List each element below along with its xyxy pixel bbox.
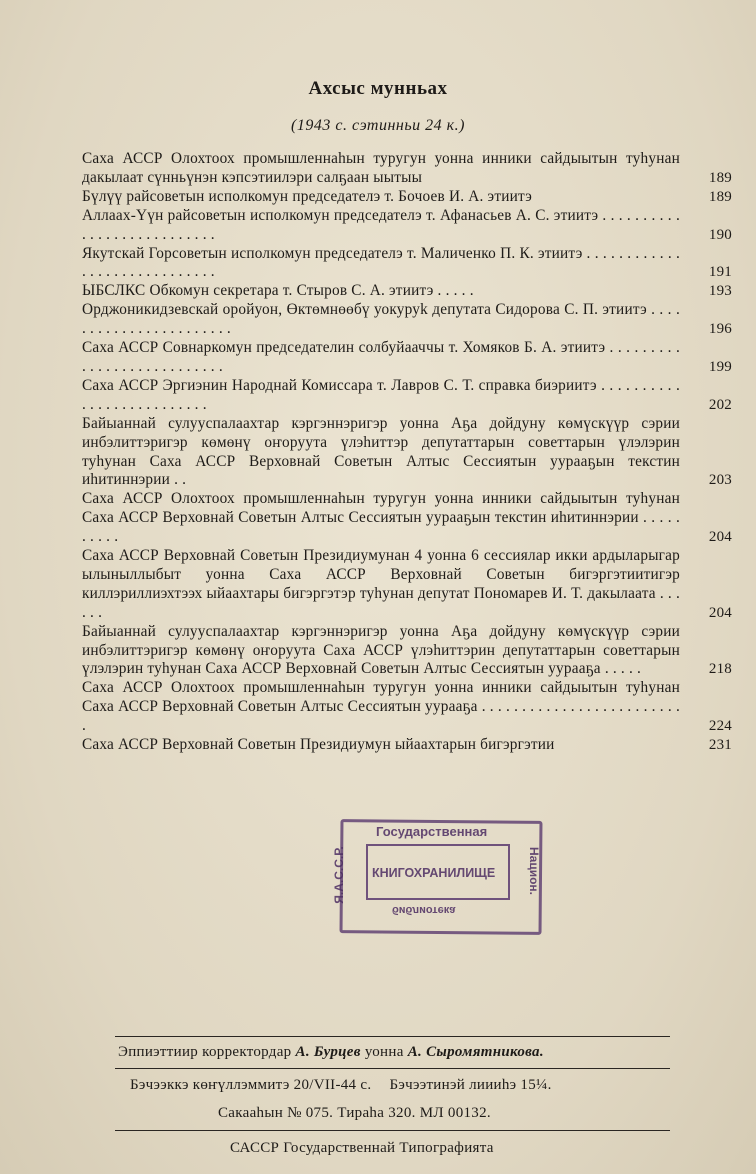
proofreader-name-1: А. Бурцев	[295, 1044, 361, 1060]
stamp-right-text: Национ.	[527, 846, 542, 896]
toc-entry-page: 199	[708, 358, 732, 375]
imprint-rule-top	[115, 1036, 670, 1037]
proofreaders-label: Эппиэттиир корректордар	[118, 1044, 292, 1060]
table-of-contents	[82, 150, 732, 755]
toc-entry-page: 231	[708, 737, 732, 754]
toc-entry	[82, 282, 732, 301]
imprint-order: Сакааһын № 075. Тираһа 320. МЛ 00132.	[218, 1105, 491, 1121]
toc-entry-page: 193	[708, 283, 732, 300]
toc-entry	[82, 150, 732, 188]
toc-entry-text: Саха АССР Олохтоох промышленнаһын туругун уонна инники сайдыытын туһунан Саха АССР Верховнай Советын Алтыс Сессиятын уурааҕа . . . . . . . . . . . . . . . . . . . . . . . . . .	[82, 679, 680, 735]
toc-entry-page: 191	[708, 264, 732, 281]
toc-entry-text: Аллаах-Үүн райсоветын исполкомун председателэ т. Афанасьев А. С. этиитэ . . . . . . . . . . . . . . . . . . . . . . . . . . .	[82, 206, 680, 243]
toc-entry-page: 204	[708, 604, 732, 621]
toc-entry-text: Байыаннай сулууспалаахтар кэргэннэригэр уонна Аҕа дойдуну көмүскүүр сэрии инбэлиттэригэр көмөнү оҥоруута Саха АССР үлэһиттэрин депутаттарын советтарын үлэлэрин туһунан Саха АССР Верховнай Советын Алтыс Сессиятын уурааҕа . . . . .	[82, 622, 680, 678]
imprint-rule	[115, 1068, 670, 1069]
toc-entry-text: Якутскай Горсоветын исполкомун председателэ т. Маличенко П. К. этиитэ . . . . . . . . . . . . . . . . . . . . . . . . . . . . .	[82, 244, 680, 281]
proofreader-name-2: А. Сыромятникова.	[407, 1044, 544, 1060]
toc-entry	[82, 679, 732, 736]
printed-sheets: Бэчээтинэй лиииһэ 15¼.	[389, 1077, 552, 1093]
toc-entry	[82, 736, 732, 755]
toc-entry-text: Бүлүү райсоветын исполкомун председателэ т. Бочоев И. А. этиитэ	[82, 187, 533, 205]
toc-entry	[82, 245, 732, 283]
toc-entry-text: Саха АССР Совнаркомун председателин солбуйааччы т. Хомяков Б. А. этиитэ . . . . . . . . . . . . . . . . . . . . . . . . . . .	[82, 339, 680, 375]
stamp-top-text: Государственная	[376, 824, 488, 839]
toc-entry-text: Саха АССР Верховнай Советын Президиумунан 4 уонна 6 сессиялар икки ардыларыгар ылыныллыбыт уонна Саха АССР Верховнай Советын бигэргэтиитигэр киллэриллиэхтээх ыйаахтары бигэргэтэр туһунан депутат Пономарев И. Т. дакылаата . . . . . .	[82, 547, 680, 621]
session-date: (1943 с. сэтинньи 24 к.)	[291, 117, 465, 134]
signed-to-print: Бэчээккэ көҥүллэммитэ 20/VII-44 с.	[130, 1077, 372, 1093]
toc-entry-text: Саха АССР Олохтоох промышленнаһын туругун уонна инники сайдыытын туһунан дакылаат сүнньүнэн кэпсэтиилэри салҕаан ыытыы	[82, 150, 680, 186]
toc-entry-page: 196	[708, 321, 732, 338]
stamp-middle-text: КНИГОХРАНИЛИЩЕ	[372, 866, 496, 880]
toc-entry	[82, 188, 732, 207]
toc-entry-text: ЫБСЛКС Обкомун секретара т. Стыров С. А. этиитэ . . . . .	[82, 282, 474, 300]
toc-entry-text: Саха АССР Эргиэнин Народнай Комиссара т. Лавров С. Т. справка биэриитэ . . . . . . . . . . . . . . . . . . . . . . . . . .	[82, 376, 680, 413]
stamp-left-text: Я.А.С.С.Р.	[331, 846, 346, 904]
toc-entry	[82, 301, 732, 339]
page-title: Ахсыс мунньах	[308, 78, 448, 99]
proofreaders-and: уонна	[364, 1044, 404, 1060]
toc-entry	[82, 547, 732, 623]
toc-entry	[82, 415, 732, 491]
stamp-bottom-text: библиотека	[392, 904, 456, 916]
toc-entry-page: 204	[708, 529, 732, 546]
toc-entry-page: 203	[708, 472, 732, 489]
imprint-print-info	[130, 1077, 756, 1094]
toc-entry-page: 224	[708, 718, 732, 735]
toc-entry	[82, 623, 732, 680]
toc-entry-text: Саха АССР Верховнай Советын Президиумун ыйаахтарын бигэргэтии	[82, 736, 555, 754]
toc-entry-page: 189	[708, 188, 732, 205]
toc-entry-text: Саха АССР Олохтоох промышленнаһын туругун уонна инники сайдыытын туһунан Саха АССР Верховнай Советын Алтыс Сессиятын уурааҕын текстин иһитиннэрии . . . . . . . . . .	[82, 490, 680, 546]
toc-entry	[82, 490, 732, 547]
imprint-proofreaders	[118, 1044, 756, 1061]
library-stamp	[331, 820, 550, 940]
toc-entry-page: 218	[708, 661, 732, 678]
toc-entry-page: 190	[708, 226, 732, 243]
toc-entry-page: 189	[708, 169, 732, 186]
toc-entry	[82, 339, 732, 377]
toc-entry	[82, 377, 732, 415]
toc-entry-text: Орджоникидзевскай оройуон, Өктөмнөөбү уокуруk депутата Сидорова С. П. этиитэ . . . . . . . . . . . . . . . . . . . . . . .	[82, 301, 680, 338]
toc-entry-text: Байыаннай сулууспалаахтар кэргэннэригэр уонна Аҕа дойдуну көмүскүүр сэрии инбэлиттэригэр көмөнү оҥоруута үлэһиттэр депутаттарын советтарын үлэлэрин туһунан Саха АССР Верховнай Советын Алтыс Сессиятын уурааҕын текстин иһитиннэрии . .	[82, 414, 680, 489]
imprint-rule	[115, 1130, 670, 1131]
toc-entry	[82, 207, 732, 245]
imprint-printer: САССР Государственнай Типографията	[230, 1140, 494, 1156]
toc-entry-page: 202	[708, 396, 732, 413]
